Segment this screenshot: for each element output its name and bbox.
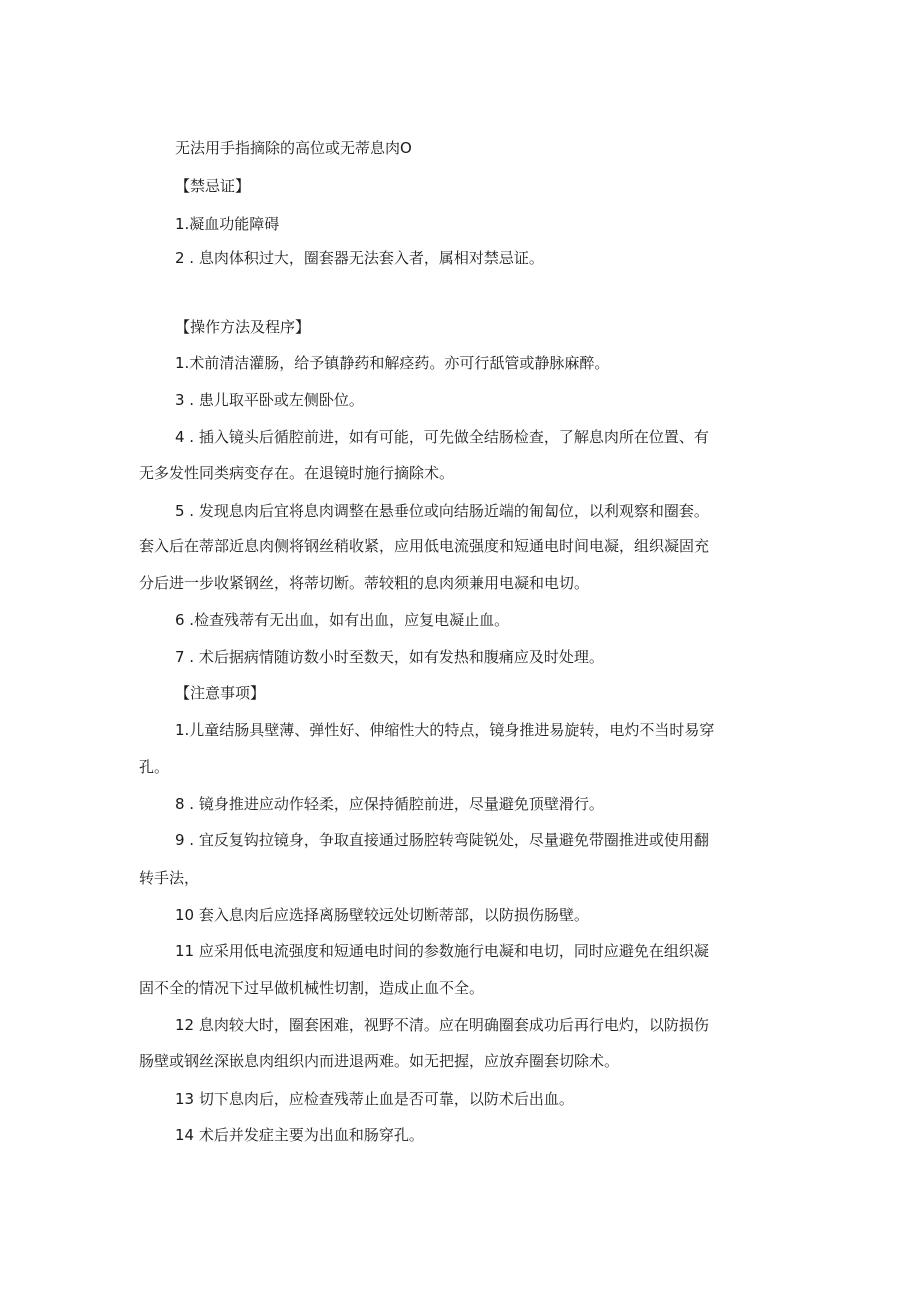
text-line-21: 10 套入息肉后应选择离肠壁较远处切断蒂部，以防损伤肠壁。: [175, 906, 589, 924]
text-line-19: 9 . 宜反复钩拉镜身，争取直接通过肠腔转弯陡锐处，尽量避免带圈推进或使用翻: [175, 831, 709, 849]
text-line-06: 1.术前清洁灌肠，给予镇静药和解痉药。亦可行舐管或静脉麻醉。: [175, 354, 610, 372]
text-line-26: 13 切下息肉后，应检查残蒂止血是否可靠，以防术后出血。: [175, 1090, 574, 1108]
text-line-18: 8 . 镜身推进应动作轻柔，应保持循腔前进，尽量避免顶壁滑行。: [175, 795, 604, 813]
section-heading-contraindications: 【禁忌证】: [175, 177, 251, 195]
text-line-04: 2 . 息肉体积过大，圈套器无法套入者，属相对禁忌证。: [175, 249, 544, 267]
text-line-10: 5 . 发现息肉后宜将息肉调整在悬垂位或向结肠近端的匍匐位，以利观察和圈套。: [175, 502, 709, 520]
text-line-20: 转手法，: [139, 869, 200, 887]
text-line-14: 7 . 术后据病情随访数小时至数天，如有发热和腹痛应及时处理。: [175, 648, 604, 666]
text-line-13: 6 .检查残蒂有无出血，如有出血，应复电凝止血。: [175, 611, 510, 629]
section-heading-precautions: 【注意事项】: [175, 684, 266, 702]
text-line-03: 1.凝血功能障碍: [175, 215, 280, 233]
text-line-22: 11 应采用低电流强度和短通电时间的参数施行电凝和电切，同时应避免在组织凝: [175, 942, 709, 960]
text-line-25: 肠壁或钢丝深嵌息肉组织内而进退两难。如无把握，应放弃圈套切除术。: [139, 1052, 620, 1070]
text-line-23: 固不全的情况下过早做机械性切割，造成止血不全。: [139, 979, 485, 997]
section-heading-procedure: 【操作方法及程序】: [175, 318, 311, 336]
text-line-12: 分后进一步收紧钢丝，将蒂切断。蒂较粗的息肉须兼用电凝和电切。: [139, 574, 590, 592]
text-line-27: 14 术后并发症主要为出血和肠穿孔。: [175, 1126, 424, 1144]
text-line-11: 套入后在蒂部近息肉侧将钢丝稍收紧，应用低电流强度和短通电时间电凝，组织凝固充: [139, 537, 710, 555]
text-line-24: 12 息肉较大时，圈套困难，视野不清。应在明确圈套成功后再行电灼，以防损伤: [175, 1016, 709, 1034]
text-line-07: 3 . 患儿取平卧或左侧卧位。: [175, 391, 364, 409]
text-line-01: 无法用手指摘除的高位或无蒂息肉O: [175, 139, 412, 157]
text-line-08: 4 . 插入镜头后循腔前进，如有可能，可先做全结肠检查，了解息肉所在位置、有: [175, 428, 709, 446]
text-line-17: 孔。: [139, 758, 170, 776]
text-line-16: 1.儿童结肠具壁薄、弹性好、伸缩性大的特点，镜身推进易旋转，电灼不当时易穿: [175, 721, 715, 739]
text-line-09: 无多发性同类病变存在。在退镜时施行摘除术。: [139, 464, 455, 482]
